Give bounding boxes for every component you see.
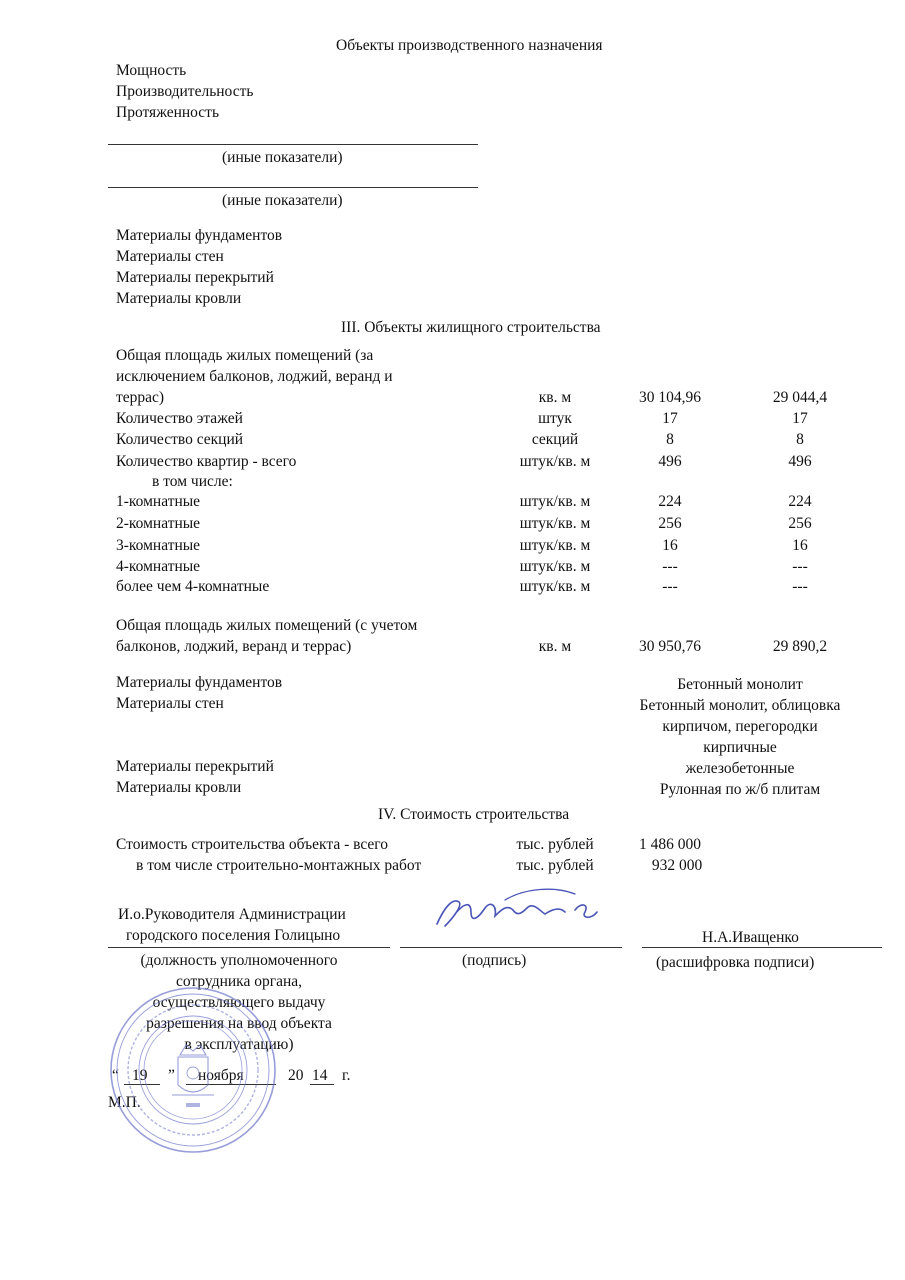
- material-foundation-value: Бетонный монолит: [677, 676, 803, 693]
- table-row: [0, 408, 905, 429]
- cost-section-title: IV. Стоимость строительства: [378, 806, 570, 823]
- row-unit: штук: [538, 410, 572, 427]
- date-day: 19: [132, 1067, 148, 1084]
- date-close-quote: ”: [168, 1067, 175, 1084]
- material-walls-value-3: кирпичные: [703, 739, 777, 756]
- row-unit: секций: [531, 431, 579, 448]
- row-value-1: 17: [662, 410, 678, 427]
- row-label: 1-комнатные: [116, 493, 201, 510]
- row-label: 4-комнатные: [116, 558, 201, 575]
- material-walls-value-2: кирпичом, перегородки: [662, 718, 818, 735]
- area-unit: кв. м: [538, 389, 572, 406]
- material-roof-value: Рулонная по ж/б плитам: [659, 781, 821, 798]
- area-label-line1: Общая площадь жилых помещений (за: [116, 347, 374, 364]
- row-value-1: ---: [662, 558, 678, 575]
- row-value-1: 224: [658, 493, 682, 510]
- date-year-prefix: 20: [288, 1067, 304, 1084]
- name-caption: (расшифровка подписи): [656, 954, 815, 971]
- production-section-title: Объекты производственного назначения: [336, 37, 603, 54]
- official-seal-stamp: [108, 985, 278, 1155]
- area-value-2: 29 044,4: [772, 389, 828, 406]
- handwritten-signature: [425, 880, 625, 940]
- table-row-living-area: [0, 387, 905, 408]
- stamp-place-label: М.П.: [108, 1094, 141, 1111]
- table-row: [0, 855, 905, 876]
- position-line-2: городского поселения Голицыно: [126, 927, 341, 944]
- date-year-underline: [310, 1084, 334, 1085]
- row-label: Количество квартир - всего: [116, 453, 297, 470]
- row-value-1: 16: [662, 537, 678, 554]
- total-area-unit: кв. м: [538, 638, 572, 655]
- position-caption-2: сотрудника органа,: [175, 973, 303, 990]
- blank-line-1: [108, 144, 478, 145]
- total-area-label-line2: балконов, лоджий, веранд и террас): [116, 638, 352, 655]
- date-open-quote: “: [112, 1067, 119, 1084]
- total-area-value-1: 30 950,76: [639, 638, 701, 655]
- field-productivity: Производительность: [116, 83, 254, 100]
- prod-material-roof: Материалы кровли: [116, 290, 242, 307]
- table-row: [0, 556, 905, 577]
- name-underline: [642, 947, 882, 948]
- row-label: более чем 4-комнатные: [116, 578, 270, 595]
- row-value-2: ---: [792, 558, 808, 575]
- blank-line-2: [108, 187, 478, 188]
- area-value-1: 30 104,96: [639, 389, 701, 406]
- position-caption-1: (должность уполномоченного: [140, 952, 338, 969]
- position-caption-3: осуществляющего выдачу: [152, 994, 326, 1011]
- position-caption-5: в эксплуатацию): [184, 1036, 294, 1053]
- row-value-2: 8: [796, 431, 804, 448]
- row-unit: штук/кв. м: [519, 453, 591, 470]
- field-length: Протяженность: [116, 104, 220, 121]
- date-month: ноября: [198, 1067, 244, 1084]
- prod-material-foundation: Материалы фундаментов: [116, 227, 283, 244]
- cost-row-unit: тыс. рублей: [516, 836, 594, 853]
- row-unit: штук/кв. м: [519, 578, 591, 595]
- table-row: [0, 513, 905, 534]
- area-label-line2: исключением балконов, лоджий, веранд и: [116, 368, 393, 385]
- material-walls-label: Материалы стен: [116, 695, 224, 712]
- material-foundation-label: Материалы фундаментов: [116, 674, 283, 691]
- cost-row-value: 932 000: [651, 857, 703, 874]
- row-label: в том числе:: [152, 473, 233, 490]
- position-underline: [108, 947, 390, 948]
- row-value-1: 8: [666, 431, 674, 448]
- other-indicators-caption-2: (иные показатели): [222, 192, 343, 209]
- row-value-1: 496: [658, 453, 682, 470]
- material-floors-value: железобетонные: [685, 760, 795, 777]
- total-area-label-line1: Общая площадь жилых помещений (с учетом: [116, 617, 418, 634]
- table-row-total-area: [0, 636, 905, 657]
- table-row: [0, 834, 905, 855]
- row-label: Количество секций: [116, 431, 244, 448]
- row-value-1: ---: [662, 578, 678, 595]
- table-row: [0, 471, 905, 492]
- material-walls-value-1: Бетонный монолит, облицовка: [639, 697, 841, 714]
- cost-row-unit: тыс. рублей: [516, 857, 594, 874]
- date-suffix: г.: [342, 1067, 351, 1084]
- material-floors-label: Материалы перекрытий: [116, 758, 274, 775]
- signature-caption: (подпись): [462, 952, 527, 969]
- prod-material-floors: Материалы перекрытий: [116, 269, 274, 286]
- signature-underline: [400, 947, 622, 948]
- row-label: 2-комнатные: [116, 515, 201, 532]
- material-roof-label: Материалы кровли: [116, 779, 242, 796]
- row-value-1: 256: [658, 515, 682, 532]
- signer-name: Н.А.Иващенко: [702, 929, 799, 946]
- table-row: [0, 576, 905, 597]
- other-indicators-caption-1: (иные показатели): [222, 149, 343, 166]
- field-capacity: Мощность: [116, 62, 187, 79]
- row-unit: штук/кв. м: [519, 515, 591, 532]
- row-label: 3-комнатные: [116, 537, 201, 554]
- row-value-2: 496: [788, 453, 812, 470]
- table-row: [0, 535, 905, 556]
- housing-section-title: III. Объекты жилищного строительства: [341, 319, 601, 336]
- row-value-2: 16: [792, 537, 808, 554]
- cost-row-label: в том числе строительно-монтажных работ: [136, 857, 422, 874]
- cost-row-value: 1 486 000: [639, 836, 701, 853]
- position-caption-4: разрешения на ввод объекта: [146, 1015, 332, 1032]
- cost-row-label: Стоимость строительства объекта - всего: [116, 836, 389, 853]
- row-value-2: 17: [792, 410, 808, 427]
- row-unit: штук/кв. м: [519, 537, 591, 554]
- area-label-line3: террас): [116, 389, 165, 406]
- position-line-1: И.о.Руководителя Администрации: [118, 906, 346, 923]
- prod-material-walls: Материалы стен: [116, 248, 224, 265]
- row-value-2: 224: [788, 493, 812, 510]
- row-value-2: 256: [788, 515, 812, 532]
- row-unit: штук/кв. м: [519, 493, 591, 510]
- row-label: Количество этажей: [116, 410, 243, 427]
- table-row: [0, 429, 905, 450]
- row-unit: штук/кв. м: [519, 558, 591, 575]
- table-row: [0, 451, 905, 472]
- table-row: [0, 491, 905, 512]
- total-area-value-2: 29 890,2: [772, 638, 828, 655]
- date-year: 14: [312, 1067, 328, 1084]
- row-value-2: ---: [792, 578, 808, 595]
